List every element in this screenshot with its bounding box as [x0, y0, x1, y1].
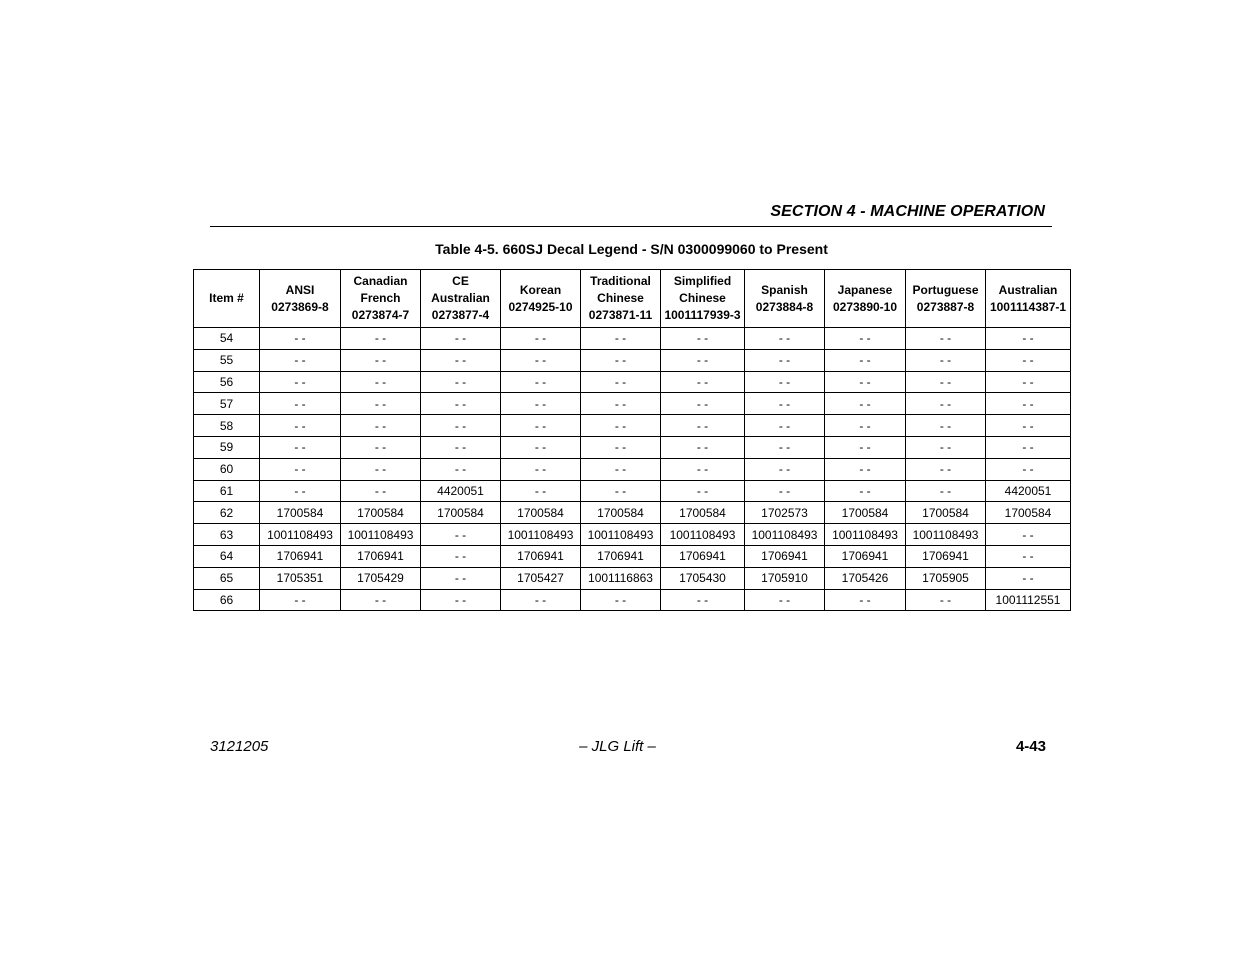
table-cell: - - [986, 371, 1071, 393]
column-header-line: Australian [998, 282, 1058, 297]
table-cell: - - [260, 589, 341, 611]
item-number-cell: 54 [194, 328, 260, 350]
table-cell: - - [661, 436, 745, 458]
item-number-cell: 56 [194, 371, 260, 393]
table-cell: 1706941 [745, 545, 825, 567]
column-header-line: Canadian [353, 274, 408, 288]
table-cell: 1706941 [260, 545, 341, 567]
table-cell: - - [986, 545, 1071, 567]
table-cell: - - [421, 458, 501, 480]
table-cell: - - [260, 371, 341, 393]
table-cell: - - [661, 480, 745, 502]
item-number-cell: 61 [194, 480, 260, 502]
table-cell: - - [745, 480, 825, 502]
table-cell: - - [745, 458, 825, 480]
table-cell: 1700584 [421, 502, 501, 524]
column-header [260, 270, 341, 328]
table-row [194, 371, 1071, 393]
section-title: SECTION 4 - MACHINE OPERATION [770, 203, 1045, 220]
table-cell: - - [986, 458, 1071, 480]
item-number-cell: 59 [194, 436, 260, 458]
table-cell: - - [341, 328, 421, 350]
table-caption: Table 4-5. 660SJ Decal Legend - S/N 0300099060 to Present [435, 241, 828, 257]
table-cell: - - [986, 436, 1071, 458]
table-row [194, 589, 1071, 611]
table-row [194, 545, 1071, 567]
table-cell: - - [581, 393, 661, 415]
column-header-line: 1001117939-3 [664, 308, 741, 322]
decal-legend-table [193, 269, 1071, 611]
column-header-line: Chinese [597, 291, 644, 305]
table-cell: - - [260, 436, 341, 458]
column-header-line: 0273869-8 [271, 299, 329, 314]
table-cell: - - [745, 589, 825, 611]
table-cell: - - [986, 524, 1071, 546]
table-cell: 1700584 [906, 502, 986, 524]
column-header-line: 0273884-8 [755, 299, 814, 314]
table-cell: - - [825, 393, 906, 415]
table-cell: - - [745, 349, 825, 371]
table-cell: - - [745, 436, 825, 458]
table-cell: - - [421, 524, 501, 546]
table-cell: 1706941 [581, 545, 661, 567]
table-cell: - - [341, 589, 421, 611]
table-cell: 1706941 [341, 545, 421, 567]
footer-brand: – JLG Lift – [579, 738, 656, 755]
column-header-line: Spanish [761, 282, 808, 297]
column-header [421, 270, 501, 328]
column-header-line: Simplified [673, 274, 732, 288]
table-cell: - - [906, 371, 986, 393]
table-cell: - - [581, 371, 661, 393]
table-cell: - - [661, 349, 745, 371]
table-cell: - - [501, 589, 581, 611]
table-row [194, 415, 1071, 437]
table-cell: - - [745, 328, 825, 350]
table-cell: 1700584 [581, 502, 661, 524]
table-cell: - - [661, 589, 745, 611]
table-cell: - - [341, 415, 421, 437]
item-number-cell: 65 [194, 567, 260, 589]
table-cell: - - [341, 436, 421, 458]
table-row [194, 436, 1071, 458]
column-header [341, 270, 421, 328]
column-header [661, 270, 745, 328]
table-cell: - - [581, 328, 661, 350]
column-header [194, 270, 260, 328]
column-header-line: 0273890-10 [832, 299, 898, 314]
column-header [745, 270, 825, 328]
table-cell: - - [501, 393, 581, 415]
table-row [194, 393, 1071, 415]
table-cell: 1700584 [986, 502, 1071, 524]
table-cell: 1705429 [341, 567, 421, 589]
table-cell: - - [581, 415, 661, 437]
column-header-line: 0273874-7 [351, 308, 410, 322]
column-header [501, 270, 581, 328]
table-cell: 1001108493 [260, 524, 341, 546]
table-cell: - - [501, 458, 581, 480]
table-row [194, 328, 1071, 350]
table-cell: 1706941 [825, 545, 906, 567]
table-cell: - - [260, 415, 341, 437]
table-cell: - - [260, 393, 341, 415]
column-header-line: Traditional [590, 274, 651, 288]
table-cell: - - [745, 393, 825, 415]
table-cell: - - [825, 589, 906, 611]
table-cell: 1001108493 [501, 524, 581, 546]
table-cell: - - [421, 371, 501, 393]
column-header-line: Item # [209, 291, 244, 305]
item-number-cell: 66 [194, 589, 260, 611]
table-cell: - - [986, 567, 1071, 589]
table-cell: - - [825, 458, 906, 480]
table-cell: 1702573 [745, 502, 825, 524]
column-header-line: 0273871-11 [588, 308, 653, 322]
table-row [194, 502, 1071, 524]
table-cell: - - [661, 371, 745, 393]
table-row [194, 349, 1071, 371]
table-cell: - - [421, 436, 501, 458]
table-cell: 1700584 [501, 502, 581, 524]
table-cell: 1706941 [661, 545, 745, 567]
table-cell: 1001108493 [581, 524, 661, 546]
table-cell: - - [341, 393, 421, 415]
column-header [825, 270, 906, 328]
table-cell: 1001108493 [745, 524, 825, 546]
table-cell: - - [825, 436, 906, 458]
table-cell: - - [341, 371, 421, 393]
table-row [194, 524, 1071, 546]
table-cell: 1705426 [825, 567, 906, 589]
table-cell: - - [260, 458, 341, 480]
item-number-cell: 64 [194, 545, 260, 567]
column-header-line: 0273887-8 [916, 299, 975, 314]
column-header-line: 1001114387-1 [989, 299, 1067, 314]
column-header [906, 270, 986, 328]
table-row [194, 480, 1071, 502]
table-cell: 1706941 [906, 545, 986, 567]
column-header-line: CE [452, 274, 469, 288]
table-cell: - - [906, 328, 986, 350]
table-cell: - - [906, 415, 986, 437]
table-cell: 1001108493 [341, 524, 421, 546]
table-cell: 1706941 [501, 545, 581, 567]
table-cell: - - [906, 589, 986, 611]
table-cell: 4420051 [986, 480, 1071, 502]
table-cell: - - [986, 393, 1071, 415]
table-cell: - - [260, 349, 341, 371]
table-cell: 1705430 [661, 567, 745, 589]
table-cell: - - [581, 589, 661, 611]
column-header-line: 0273877-4 [431, 308, 490, 322]
table-cell: - - [421, 328, 501, 350]
table-cell: - - [825, 349, 906, 371]
table-cell: 1001108493 [661, 524, 745, 546]
column-header-line: Australian [431, 291, 490, 305]
column-header [581, 270, 661, 328]
column-header-line: Korean [519, 282, 562, 297]
table-cell: 1001108493 [825, 524, 906, 546]
table-cell: - - [341, 458, 421, 480]
table-cell: - - [661, 328, 745, 350]
table-row [194, 567, 1071, 589]
item-number-cell: 57 [194, 393, 260, 415]
item-number-cell: 55 [194, 349, 260, 371]
table-cell: - - [906, 458, 986, 480]
column-header [986, 270, 1071, 328]
column-header-line: French [360, 291, 401, 305]
table-cell: - - [825, 371, 906, 393]
table-body [194, 328, 1071, 611]
table-cell: 1700584 [661, 502, 745, 524]
table-cell: - - [421, 349, 501, 371]
table-cell: 1001108493 [906, 524, 986, 546]
table-cell: 1700584 [341, 502, 421, 524]
table-cell: 1705427 [501, 567, 581, 589]
table-cell: - - [745, 371, 825, 393]
table-cell: - - [421, 589, 501, 611]
table-cell: - - [501, 480, 581, 502]
table-cell: 1700584 [825, 502, 906, 524]
table-cell: - - [906, 436, 986, 458]
column-header-line: 0274925-10 [508, 299, 573, 314]
column-header-line: Chinese [679, 291, 726, 305]
table-cell: - - [341, 480, 421, 502]
table-cell: - - [581, 458, 661, 480]
document-number: 3121205 [210, 738, 269, 755]
table-cell: 1001116863 [581, 567, 661, 589]
table-cell: - - [501, 436, 581, 458]
table-cell: - - [421, 393, 501, 415]
item-number-cell: 58 [194, 415, 260, 437]
table-cell: - - [501, 415, 581, 437]
item-number-cell: 60 [194, 458, 260, 480]
table-cell: - - [661, 393, 745, 415]
table-cell: - - [825, 480, 906, 502]
table-cell: - - [341, 349, 421, 371]
table-cell: - - [661, 458, 745, 480]
table-cell: 1705905 [906, 567, 986, 589]
table-cell: - - [501, 371, 581, 393]
column-header-line: Portuguese [912, 282, 979, 297]
table-cell: - - [986, 349, 1071, 371]
table-cell: - - [581, 436, 661, 458]
table-cell: - - [581, 480, 661, 502]
table-cell: - - [581, 349, 661, 371]
item-number-cell: 62 [194, 502, 260, 524]
table-cell: - - [825, 328, 906, 350]
table-cell: - - [501, 349, 581, 371]
table-cell: 1705910 [745, 567, 825, 589]
table-cell: - - [501, 328, 581, 350]
table-cell: - - [986, 328, 1071, 350]
table-cell: - - [661, 415, 745, 437]
column-header-line: Japanese [837, 282, 893, 297]
table-cell: - - [745, 415, 825, 437]
table-cell: 1700584 [260, 502, 341, 524]
table-cell: - - [906, 349, 986, 371]
table-cell: - - [906, 393, 986, 415]
table-cell: 1705351 [260, 567, 341, 589]
table-cell: - - [421, 415, 501, 437]
table-cell: - - [986, 415, 1071, 437]
column-header-line: ANSI [285, 282, 315, 297]
table-cell: 4420051 [421, 480, 501, 502]
section-header [210, 202, 1052, 227]
table-cell: - - [906, 480, 986, 502]
table-header-row [194, 270, 1071, 328]
table-cell: - - [421, 545, 501, 567]
table-row [194, 458, 1071, 480]
table-cell: - - [260, 328, 341, 350]
table-cell: - - [260, 480, 341, 502]
table-cell: - - [825, 415, 906, 437]
item-number-cell: 63 [194, 524, 260, 546]
page-number: 4-43 [1015, 738, 1046, 755]
table-cell: 1001112551 [986, 589, 1071, 611]
table-cell: - - [421, 567, 501, 589]
